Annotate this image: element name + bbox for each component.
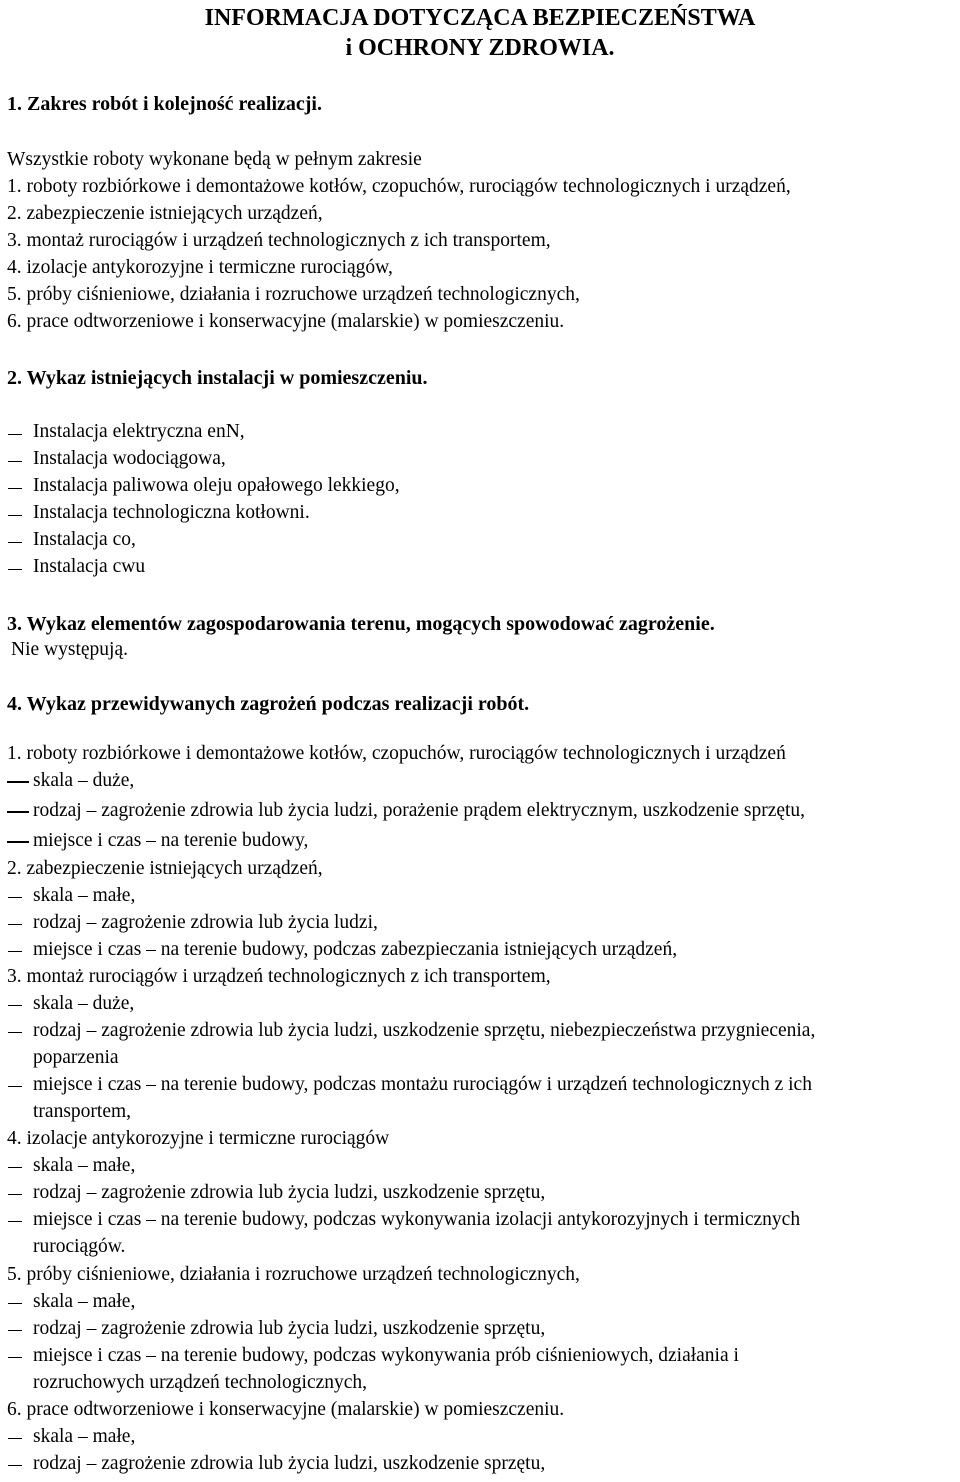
page-title bbox=[0, 3, 960, 33]
hazard-detail: rodzaj – zagrożenie zdrowia lub życia ludzi, uszkodzenie sprzętu, bbox=[33, 1182, 546, 1203]
dash-bullet bbox=[8, 897, 22, 898]
hazard-detail: rodzaj – zagrożenie zdrowia lub życia ludzi, uszkodzenie sprzętu, niebezpieczeństwa przygniecenia, bbox=[33, 1020, 816, 1041]
section-1-item: 1. roboty rozbiórkowe i demontażowe kotłów, czopuchów, rurociągów technologicznych i urządzeń, bbox=[7, 176, 791, 197]
dash-bullet bbox=[8, 1330, 22, 1331]
section-4-heading: 4. Wykaz przewidywanych zagrożeń podczas realizacji robót. bbox=[7, 693, 530, 715]
dash-bullet bbox=[8, 1357, 22, 1358]
hazard-detail: miejsce i czas – na terenie budowy, podczas montażu rurociągów i urządzeń technologicznych z ich bbox=[33, 1074, 812, 1095]
hazard-detail: skala – małe, bbox=[33, 885, 136, 906]
hazard-detail-cont: poparzenia bbox=[33, 1047, 119, 1068]
dash-bullet bbox=[8, 569, 22, 570]
dash-bullet bbox=[7, 811, 29, 813]
hazard-detail-cont: transportem, bbox=[33, 1101, 132, 1122]
hazard-detail: skala – małe, bbox=[33, 1426, 136, 1447]
section-3-text: Nie występują. bbox=[11, 639, 128, 660]
hazard-item-5: 5. próby ciśnieniowe, działania i rozruchowe urządzeń technologicznych, bbox=[7, 1264, 580, 1285]
dash-bullet bbox=[8, 1005, 22, 1006]
hazard-item-4: 4. izolacje antykorozyjne i termiczne rurociągów bbox=[7, 1128, 390, 1149]
section-1-item: 6. prace odtworzeniowe i konserwacyjne (malarskie) w pomieszczeniu. bbox=[7, 311, 565, 332]
section-1-heading: 1. Zakres robót i kolejność realizacji. bbox=[7, 93, 322, 115]
hazard-detail: rodzaj – zagrożenie zdrowia lub życia ludzi, bbox=[33, 912, 378, 933]
hazard-detail: miejsce i czas – na terenie budowy, podczas zabezpieczania istniejących urządzeń, bbox=[33, 939, 678, 960]
dash-bullet bbox=[8, 1465, 22, 1466]
dash-bullet bbox=[8, 1303, 22, 1304]
hazard-detail: rodzaj – zagrożenie zdrowia lub życia ludzi, uszkodzenie sprzętu, bbox=[33, 1318, 546, 1339]
dash-bullet bbox=[8, 1221, 22, 1222]
hazard-detail: skala – duże, bbox=[33, 993, 135, 1014]
hazard-detail: miejsce i czas – na terenie budowy, podczas wykonywania izolacji antykorozyjnych i termicznych bbox=[33, 1209, 801, 1230]
dash-bullet bbox=[8, 515, 22, 516]
section-2-heading: 2. Wykaz istniejących instalacji w pomieszczeniu. bbox=[7, 367, 428, 389]
hazard-item-2: 2. zabezpieczenie istniejących urządzeń, bbox=[7, 858, 323, 879]
section-3-heading: 3. Wykaz elementów zagospodarowania terenu, mogących spowodować zagrożenie. bbox=[7, 613, 715, 635]
hazard-detail: miejsce i czas – na terenie budowy, podczas wykonywania prób ciśnieniowych, działania i bbox=[33, 1345, 739, 1366]
dash-bullet bbox=[8, 951, 22, 952]
installation-item: Instalacja paliwowa oleju opałowego lekkiego, bbox=[33, 475, 400, 496]
title-line-2: i OCHRONY ZDROWIA. bbox=[345, 35, 615, 61]
dash-bullet bbox=[8, 1194, 22, 1195]
dash-bullet bbox=[8, 1032, 22, 1033]
installation-item: Instalacja elektryczna enN, bbox=[33, 421, 245, 442]
installation-item: Instalacja wodociągowa, bbox=[33, 448, 226, 469]
hazard-item-6: 6. prace odtworzeniowe i konserwacyjne (malarskie) w pomieszczeniu. bbox=[7, 1399, 565, 1420]
hazard-detail: skala – duże, bbox=[33, 770, 135, 791]
installation-item: Instalacja cwu bbox=[33, 556, 146, 577]
dash-bullet bbox=[8, 434, 22, 435]
hazard-item-1: 1. roboty rozbiórkowe i demontażowe kotłów, czopuchów, rurociągów technologicznych i urządzeń bbox=[7, 743, 786, 764]
installation-item: Instalacja technologiczna kotłowni. bbox=[33, 502, 310, 523]
section-1-item: 4. izolacje antykorozyjne i termiczne rurociągów, bbox=[7, 257, 393, 278]
section-1-item: 3. montaż rurociągów i urządzeń technologicznych z ich transportem, bbox=[7, 230, 551, 251]
hazard-detail-cont: rurociągów. bbox=[33, 1236, 126, 1257]
dash-bullet bbox=[8, 1167, 22, 1168]
page-subtitle bbox=[0, 33, 960, 63]
hazard-detail: skala – małe, bbox=[33, 1155, 136, 1176]
dash-bullet bbox=[7, 841, 29, 843]
dash-bullet bbox=[7, 781, 29, 783]
dash-bullet bbox=[8, 1438, 22, 1439]
dash-bullet bbox=[8, 542, 22, 543]
dash-bullet bbox=[8, 1086, 22, 1087]
section-1-item: 5. próby ciśnieniowe, działania i rozruchowe urządzeń technologicznych, bbox=[7, 284, 580, 305]
hazard-detail: skala – małe, bbox=[33, 1291, 136, 1312]
hazard-detail: rodzaj – zagrożenie zdrowia lub życia ludzi, uszkodzenie sprzętu, bbox=[33, 1453, 546, 1474]
title-line-1: INFORMACJA DOTYCZĄCA BEZPIECZEŃSTWA bbox=[204, 5, 756, 31]
hazard-detail: rodzaj – zagrożenie zdrowia lub życia ludzi, porażenie prądem elektrycznym, uszkodzenie sprzętu, bbox=[33, 800, 806, 821]
section-1-item: 2. zabezpieczenie istniejących urządzeń, bbox=[7, 203, 323, 224]
section-1-intro: Wszystkie roboty wykonane będą w pełnym zakresie bbox=[7, 149, 422, 170]
dash-bullet bbox=[8, 924, 22, 925]
hazard-detail: miejsce i czas – na terenie budowy, bbox=[33, 830, 309, 851]
installation-item: Instalacja co, bbox=[33, 529, 136, 550]
dash-bullet bbox=[8, 488, 22, 489]
hazard-detail-cont: rozruchowych urządzeń technologicznych, bbox=[33, 1372, 368, 1393]
hazard-item-3: 3. montaż rurociągów i urządzeń technologicznych z ich transportem, bbox=[7, 966, 551, 987]
dash-bullet bbox=[8, 461, 22, 462]
